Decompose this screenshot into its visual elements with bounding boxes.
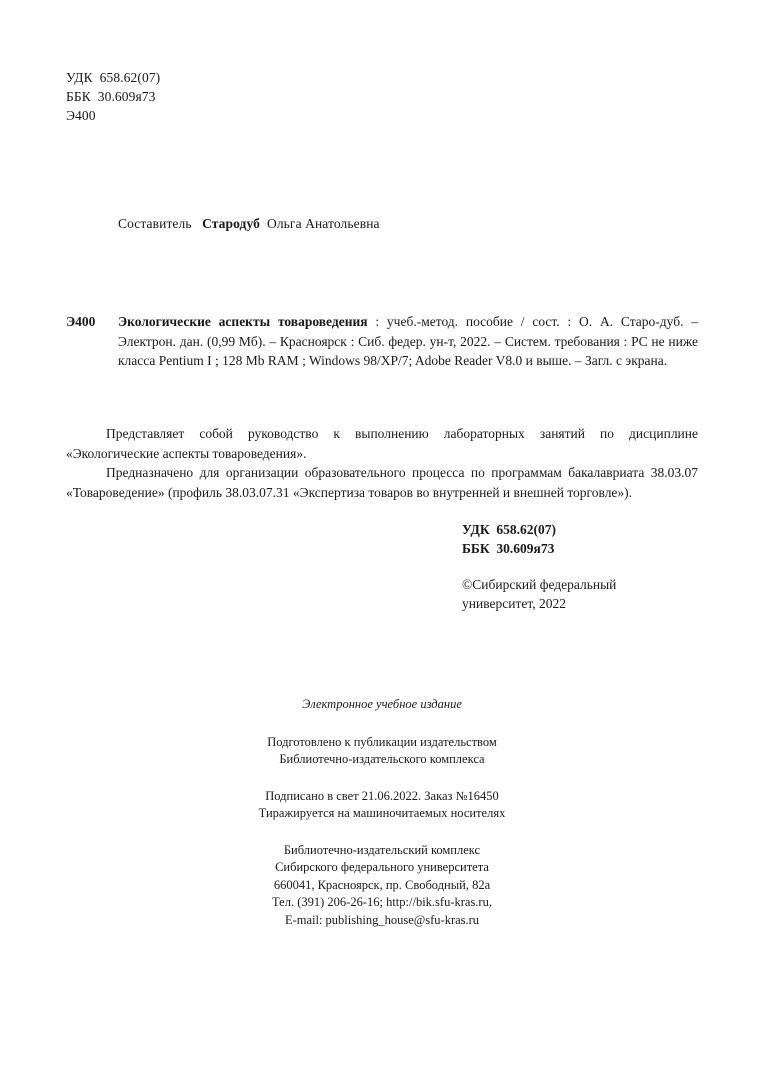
colophon-group-contacts [0, 842, 764, 930]
annotation-paragraph-2: Предназначено для организации образовательного процесса по программам бакалавриата 38.03.07 «Товароведение» (профиль 38.03.07.31 «Экспертиза товаров во внутренней и внешней торговле»). [66, 465, 698, 500]
colophon-line: Библиотечно-издательский комплекс [283, 842, 481, 857]
annotation-paragraph-1: Представляет собой руководство к выполнению лабораторных занятий по дисциплине «Экологические аспекты товароведения». [66, 426, 698, 461]
compiler-surname: Стародуб [202, 216, 261, 231]
compiler-given-name: Ольга Анатольевна [266, 216, 380, 231]
colophon-line: E-mail: publishing_house@sfu-kras.ru [284, 912, 480, 927]
udk-code-top: УДК 658.62(07) [66, 70, 161, 85]
colophon-group-imprint [0, 788, 764, 823]
record-description: : учеб.-метод. пособие / сост. : О. А. Старо-дуб. – Электрон. дан. (0,99 Мб). – Красноярск : Сиб. федер. ун-т, 2022. – Систем. требования : PC не ниже класса Pentium I ; 128 Mb RAM ; Windows 98/XP/7; Adobe Reader V8.0 и выше. – Загл. с экрана. [118, 314, 698, 368]
copyright-line-1: ©Сибирский федеральный [462, 577, 617, 592]
colophon-line: Подготовлено к публикации издательством [267, 734, 497, 749]
colophon-line: Тиражируется на машиночитаемых носителях [258, 806, 506, 820]
copyright-notice [462, 575, 616, 613]
bbk-code-bottom: ББК 30.609я73 [462, 541, 555, 556]
copyright-line-2: университет, 2022 [462, 596, 566, 611]
record-marker: Э400 [66, 314, 96, 329]
colophon-line: Библиотечно-издательского комплекса [279, 752, 485, 766]
colophon-line: 660041, Красноярск, пр. Свободный, 82а [273, 877, 491, 892]
classification-codes-top [66, 68, 160, 125]
udk-code-bottom: УДК 658.62(07) [462, 522, 556, 537]
bibliographic-record [66, 312, 698, 371]
colophon-line: Сибирского федерального университета [275, 860, 489, 874]
annotation-block [66, 424, 698, 502]
colophon-group-publisher [0, 734, 764, 769]
record-title: Экологические аспекты товароведения [118, 314, 368, 329]
colophon-block [0, 696, 764, 929]
classification-codes-bottom [462, 520, 556, 558]
shelf-code-top: Э400 [66, 108, 96, 123]
bbk-code-top: ББК 30.609я73 [66, 89, 156, 104]
colophon-line: Подписано в свет 21.06.2022. Заказ №16450 [265, 788, 499, 803]
colophon-line: Тел. (391) 206-26-16; http://bik.sfu-kras.ru, [272, 895, 492, 909]
record-body [118, 312, 698, 371]
compiler-label: Составитель [118, 216, 192, 231]
edition-type: Электронное учебное издание [302, 697, 462, 711]
compiler-line [118, 216, 380, 232]
